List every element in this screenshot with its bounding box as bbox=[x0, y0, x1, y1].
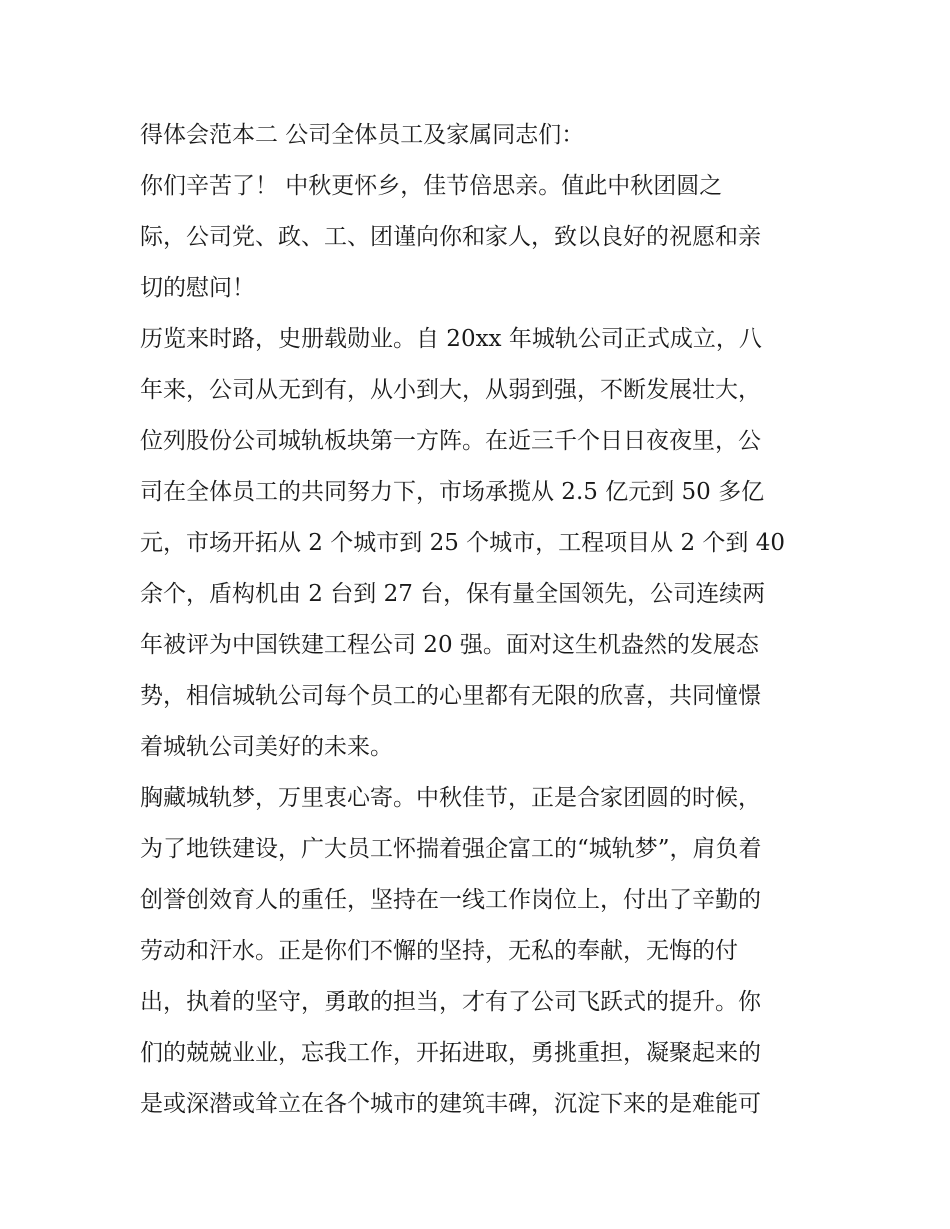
text-line: 出，执着的坚守，勇敢的担当，才有了公司飞跃式的提升。你 bbox=[140, 989, 761, 1015]
text-line: 际，公司党、政、工、团谨向你和家人，致以良好的祝愿和亲 bbox=[140, 224, 761, 250]
text-line: 着城轨公司美好的未来。 bbox=[140, 734, 393, 760]
text-line: 得体会范本二 公司全体员工及家属同志们： bbox=[140, 122, 585, 148]
text-line: 历览来时路，史册载勋业。自 20xx 年城轨公司正式成立，八 bbox=[140, 326, 762, 352]
text-line: 劳动和汗水。正是你们不懈的坚持，无私的奉献，无悔的付 bbox=[140, 938, 738, 964]
text-line: 年来，公司从无到有，从小到大，从弱到强，不断发展壮大， bbox=[140, 377, 761, 403]
text-line: 余个，盾构机由 2 台到 27 台，保有量全国领先，公司连续两 bbox=[140, 581, 766, 607]
text-line: 切的慰问！ bbox=[140, 275, 255, 301]
text-line: 势，相信城轨公司每个员工的心里都有无限的欣喜，共同憧憬 bbox=[140, 683, 761, 709]
text-line: 你们辛苦了！ 中秋更怀乡，佳节倍思亲。值此中秋团圆之 bbox=[140, 173, 723, 199]
text-line: 胸藏城轨梦，万里衷心寄。中秋佳节，正是合家团圆的时候， bbox=[140, 785, 761, 811]
text-line: 年被评为中国铁建工程公司 20 强。面对这生机盎然的发展态 bbox=[140, 632, 759, 658]
document-body bbox=[140, 110, 820, 1130]
text-line: 位列股份公司城轨板块第一方阵。在近三千个日日夜夜里，公 bbox=[140, 428, 761, 454]
text-line: 创誉创效育人的重任，坚持在一线工作岗位上，付出了辛勤的 bbox=[140, 887, 761, 913]
text-line: 是或深潜或耸立在各个城市的建筑丰碑，沉淀下来的是难能可 bbox=[140, 1091, 761, 1117]
text-line: 司在全体员工的共同努力下，市场承揽从 2.5 亿元到 50 多亿 bbox=[140, 479, 765, 505]
text-line: 元，市场开拓从 2 个城市到 25 个城市，工程项目从 2 个到 40 bbox=[140, 530, 785, 556]
text-line: 们的兢兢业业，忘我工作，开拓进取，勇挑重担，凝聚起来的 bbox=[140, 1040, 761, 1066]
text-line: 为了地铁建设，广大员工怀揣着强企富工的“城轨梦”，肩负着 bbox=[140, 836, 762, 862]
